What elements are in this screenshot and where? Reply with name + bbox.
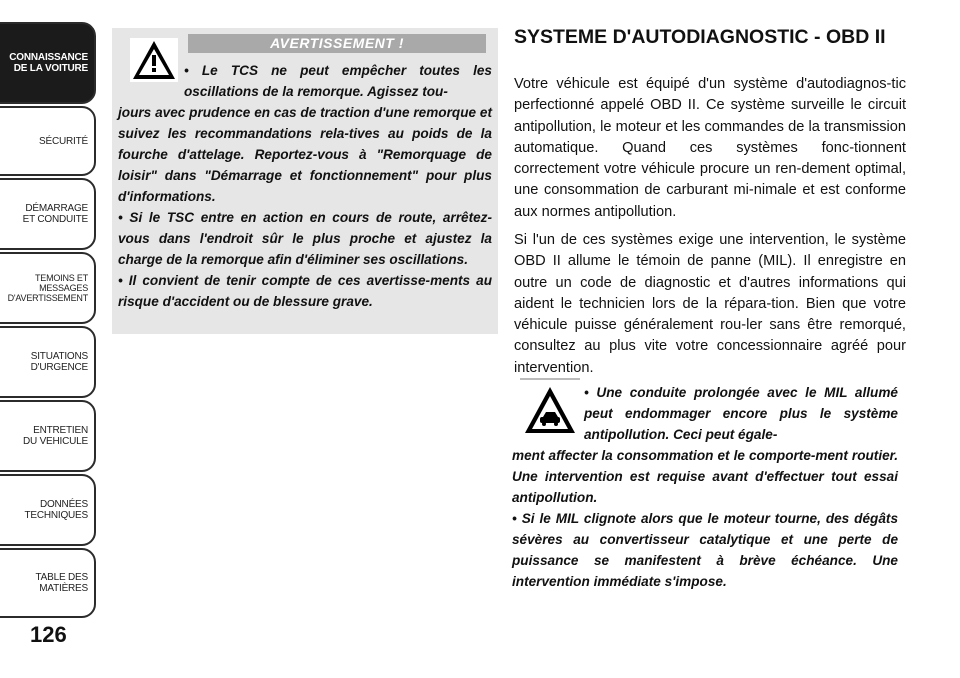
warning-bullet-2: • Si le TSC entre en action en cours de route, arrêtez-vous dans l'endroit sûr le plus proche et ajustez la charge de la remorque afin d'éliminer ses oscillations. (118, 210, 492, 267)
warning-2-rule (520, 378, 580, 380)
page-number: 126 (30, 622, 67, 647)
warning-text (118, 60, 492, 312)
tab-temoins[interactable]: TEMOINS ET MESSAGES D'AVERTISSEMENT (0, 252, 96, 324)
warning-2-bullet-1-rest: ment affecter la consommation et le comporte-ment routier. Une intervention est requise avant d'effectuer tout essai antipollution. (512, 448, 898, 505)
warning-header: AVERTISSEMENT ! (188, 34, 486, 53)
paragraph-1: Votre véhicule est équipé d'un système d'autodiagnos-tic perfectionné appelé OBD II. Ce système surveille le circuit antipollution, le moteur et les commandes de la transmission automatique. Quand ces systèmes fonc-tionnent correctement votre véhicule procure un ren-dement optimal, une consommation de carburant mi-nimale et est conforme aux normes antipollution. (514, 76, 906, 220)
warning-bullet-1-rest: jours avec prudence en cas de traction d'une remorque et suivez les recommandations rela-tives au poids de la fourche d'attelage. Reportez-vous à "Remorquage de loisir" dans "Démarrage et fonctionnement" pour plus d'informations. (118, 105, 492, 204)
warning-2-text (512, 382, 898, 592)
warning-bullet-1-intro: • Le TCS ne peut empêcher toutes les oscillations de la remorque. Agissez tou- (184, 63, 492, 99)
tab-situations[interactable]: SITUATIONS D'URGENCE (0, 326, 96, 398)
chapter-tabs (0, 0, 100, 620)
warning-2-bullet-1-intro: • Une conduite prolongée avec le MIL allumé peut endommager encore plus le système antipollution. Ceci peut égale- (584, 385, 898, 442)
section-title: SYSTEME D'AUTODIAGNOSTIC - OBD II (514, 26, 886, 48)
tab-donnees[interactable]: DONNÉES TECHNIQUES (0, 474, 96, 546)
tab-securite[interactable]: SÉCURITÉ (0, 106, 96, 176)
tab-connaissance[interactable]: CONNAISSANCE DE LA VOITURE (0, 22, 96, 104)
warning-bullet-3: • Il convient de tenir compte de ces avertisse-ments au risque d'accident ou de blessure grave. (118, 273, 492, 309)
warning-2-bullet-2: • Si le MIL clignote alors que le moteur tourne, des dégâts sévères au convertisseur catalytique et une perte de puissance se manifestent à brève échéance. Une intervention immédiate s'impose. (512, 511, 898, 589)
tab-entretien[interactable]: ENTRETIEN DU VEHICULE (0, 400, 96, 472)
paragraph-2: Si l'un de ces systèmes exige une intervention, le système OBD II allume le témoin de panne (MIL). Il enregistre en outre un code de diagnostic et d'autres informations qui aident le technicien lors de la répara-tion. Bien que votre véhicule puisse généralement rou-ler sans être remorqué, consultez au plus vite votre concessionnaire agréé pour intervention. (514, 232, 906, 376)
tab-demarrage[interactable]: DÉMARRAGE ET CONDUITE (0, 178, 96, 250)
tab-table-des-matieres[interactable]: TABLE DES MATIÈRES (0, 548, 96, 618)
